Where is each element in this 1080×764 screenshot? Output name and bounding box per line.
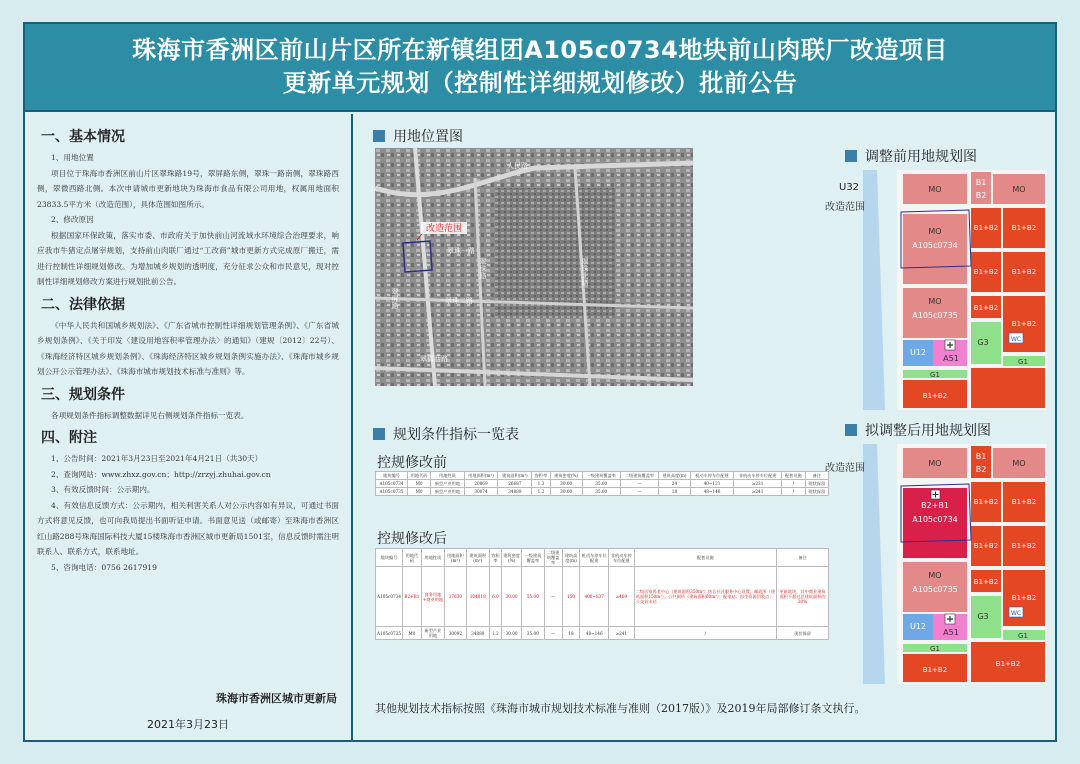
svg-text:B1: B1	[975, 178, 987, 187]
svg-text:B1+B2: B1+B2	[973, 224, 999, 232]
section-basic-title: 一、基本情况	[41, 129, 125, 145]
section-conditions-title: 三、规划条件	[41, 386, 125, 403]
before-land-use-map	[863, 170, 1047, 410]
svg-text:人民路: 人民路	[507, 162, 528, 170]
svg-text:G1: G1	[930, 371, 940, 379]
subsection-reason: 2、修改原因	[51, 215, 94, 224]
note-item: 2、查询网站：www.zhxz.gov.cn；http://zrzyj.zhuhai.gov.cn	[51, 469, 271, 479]
svg-text:B1+B2: B1+B2	[922, 666, 948, 674]
svg-text:翠珠路: 翠珠路	[479, 258, 487, 279]
svg-text:A105c0734: A105c0734	[912, 241, 958, 250]
bullet-square-icon	[845, 424, 857, 436]
title-line-2: 更新单元规划（控制性详细规划修改）批前公告	[282, 69, 798, 97]
signature: 珠海市香洲区城市更新局	[216, 692, 337, 705]
scope-label: 改造范围	[425, 224, 463, 234]
svg-text:G1: G1	[1018, 358, 1028, 366]
location-map-title: 用地位置图	[373, 126, 463, 146]
header	[25, 24, 1055, 112]
table-header-row: 地块编号 用地代码 用地性质 用地面积(m²) 建筑面积(m²) 容积率 建筑密度(%) 一级建筑覆盖率 二级建筑覆盖率 建筑高度(m) 机动车停车位配建 非机动车停车位配建 配套设施 备注	[376, 549, 829, 567]
page-title	[25, 24, 1055, 100]
after-table	[375, 548, 829, 640]
note-item: 3、有效反馈时间：公示期内。	[51, 485, 155, 494]
after-scope-label: 改造范围	[825, 463, 865, 474]
paragraph-location: 项目位于珠海市香洲区前山片区翠珠路19号，翠屏路东侧，翠珠一路南侧，翠珠路西侧，翠微西路北侧。本次申请城市更新地块为珠海市食品有限公司用地，权属用地面积23833.5平方米（改造范围），具体范围如图所示。	[37, 168, 339, 209]
after-table-heading: 控规修改后	[377, 531, 447, 547]
svg-text:B1+B2: B1+B2	[922, 392, 948, 400]
svg-text:B1+B2: B1+B2	[973, 498, 999, 506]
section-legal-title: 二、法律依据	[41, 296, 125, 313]
svg-text:B1+B2: B1+B2	[1011, 542, 1037, 550]
svg-text:A51: A51	[943, 354, 959, 363]
paragraph-conditions: 各项规划条件指标调整数据详见右侧规划条件指标一览表。	[51, 410, 249, 420]
publish-date: 2021年3月23日	[147, 718, 229, 731]
svg-text:B1+B2: B1+B2	[1011, 224, 1037, 232]
svg-text:MO: MO	[1012, 185, 1026, 194]
svg-text:G3: G3	[977, 612, 989, 621]
svg-text:A105c0735: A105c0735	[912, 311, 958, 320]
before-table-heading: 控规修改前	[377, 455, 447, 471]
svg-text:U12: U12	[909, 622, 927, 631]
paragraph-legal: 《中华人民共和国城乡规划法》、《广东省城市控制性详细规划管理条例》、《广东省城乡规划条例》、《关于印发〈建设用地容积率管理办法〉的通知》（建规〔2012〕22号）、《珠海经济特区城乡规划条例》、《珠海经济特区城乡规划条例实施办法》、《珠海市城乡规划公开公示管理办法》、《珠海市城市规划技术标准与准则》等。	[37, 320, 339, 376]
svg-text:B1+B2: B1+B2	[995, 660, 1021, 668]
before-map-title: 调整前用地规划图	[845, 146, 977, 166]
svg-text:MO: MO	[1012, 459, 1026, 468]
svg-text:B1: B1	[975, 452, 987, 461]
svg-text:U12: U12	[909, 348, 927, 357]
note-item: 4、有效信息反馈方式：公示期内，相关利害关系人对公示内容如有异议，可通过书面方式将意见反馈，也可向我局提出书面听证申请。书面意见送（或邮寄）至珠海市香洲区红山路288号珠海国际科技大厦15楼珠海市香洲区城市更新局1501室，信息反馈时需注明联系人、联系方式，联系地址。	[37, 500, 339, 556]
note-item: 5、咨询电话：0756 2617919	[51, 562, 157, 572]
svg-text:B1+B2: B1+B2	[973, 542, 999, 550]
table-row: A105c0735 M0 新型产业用地 30092 34889 1.2 30.00 35.00 — 18 48~146 ≥241 / 现状保留	[376, 627, 829, 640]
svg-text:A51: A51	[943, 628, 959, 637]
svg-text:B1+B2: B1+B2	[973, 578, 999, 586]
svg-text:A105c0735: A105c0735	[912, 585, 958, 594]
svg-text:翠珠一路: 翠珠一路	[447, 247, 475, 255]
section-notes-title: 四、附注	[41, 430, 97, 446]
svg-text:翠微西路: 翠微西路	[420, 355, 448, 363]
subsection-location: 1、用地位置	[51, 153, 94, 162]
note-item: 1、公告时间：2021年3月23日至2021年4月21日（共30天）	[51, 454, 263, 463]
aerial-map-image	[375, 148, 693, 386]
before-road-u32: U32	[839, 182, 860, 193]
bullet-square-icon	[373, 428, 385, 440]
footnote: 其他规划技术指标按照《珠海市城市规划技术标准与准则（2017版）》及2019年局部修订条文执行。	[375, 702, 866, 715]
table-header-row: 地块编号 用地代码 用地性质 用地面积(m²) 建筑面积(m²) 容积率 建筑密度(%) 一级建筑覆盖率 二级建筑覆盖率 建筑高度(m) 机动车停车位配建 非机动车停车位配建 配套设施 备注	[376, 472, 829, 480]
svg-text:B2: B2	[975, 191, 987, 200]
title-line-1: 珠海市香洲区前山片区所在新镇组团A105c0734地块前山肉联厂改造项目	[132, 36, 948, 64]
after-land-use-map	[863, 444, 1047, 684]
svg-text:B2+B1: B2+B1	[921, 501, 949, 510]
svg-text:翠屏路: 翠屏路	[391, 288, 399, 309]
svg-text:MO: MO	[928, 227, 942, 236]
svg-text:B1+B2: B1+B2	[1011, 498, 1037, 506]
location-map	[375, 148, 693, 386]
svg-text:B1+B2: B1+B2	[1011, 320, 1037, 328]
svg-text:WC: WC	[1010, 336, 1022, 343]
table-row: A105c0734 M0 新型产业用地 20869 26687 1.3 30.00 35.00 — 24 40~121 ≥231 / 现状保留	[376, 480, 829, 488]
table-row: A105c0735 M0 新型产业用地 30074 34889 1.2 30.00 35.00 — 18 48~146 ≥241 / 现状保留	[376, 488, 829, 496]
before-scope-label: 改造范围	[825, 202, 865, 213]
svg-text:B1+B2: B1+B2	[1011, 594, 1037, 602]
svg-text:翠珠二路: 翠珠二路	[445, 297, 473, 305]
svg-text:A105c0734: A105c0734	[912, 515, 958, 524]
poster-frame	[23, 22, 1057, 742]
paragraph-reason: 根据国家环保政策，落实市委、市政府关于加快前山河流域水环境综合治理要求，响应我市牛猪定点屠宰规划，支持前山肉联厂通过“工改商”城市更新方式完成原厂搬迁，需进行控制性详细规划修改。为增加城乡规划的透明度，充分征求公众和市民意见，现对控制性详细规划修改方案进行规划批前公告。	[37, 230, 339, 286]
svg-text:翠珠北路: 翠珠北路	[581, 258, 589, 286]
svg-text:MO: MO	[928, 571, 942, 580]
svg-text:MO: MO	[928, 459, 942, 468]
right-column	[355, 114, 1055, 740]
svg-text:B1+B2: B1+B2	[973, 304, 999, 312]
svg-text:G1: G1	[930, 645, 940, 653]
before-table	[375, 471, 829, 496]
table-section-title: 规划条件指标一览表	[373, 424, 519, 444]
after-map-title: 拟调整后用地规划图	[845, 420, 991, 440]
bullet-square-icon	[373, 130, 385, 142]
svg-text:G1: G1	[1018, 632, 1028, 640]
table-row: A105c0734 B2+B1 商务用地+商业用地 17630 104818 6.0 30.00 55.00 — 150 400~837 ≥469 二级居家养老中心（建筑面积350m²）结合社区服务中心设置；邮政所（建筑面积150m²）；公共厕所（建筑面积60m²）；配电站；再生资源回收点；公交首末站 更新地块，其中商业建筑面积不超过总建筑面积的30%	[376, 567, 829, 627]
svg-text:MO: MO	[928, 185, 942, 194]
bullet-square-icon	[845, 150, 857, 162]
left-column	[25, 114, 353, 740]
svg-text:B1+B2: B1+B2	[1011, 268, 1037, 276]
svg-text:B2: B2	[975, 465, 987, 474]
svg-text:MO: MO	[928, 297, 942, 306]
svg-text:B1+B2: B1+B2	[973, 268, 999, 276]
svg-text:WC: WC	[1010, 610, 1022, 617]
svg-text:G3: G3	[977, 338, 989, 347]
